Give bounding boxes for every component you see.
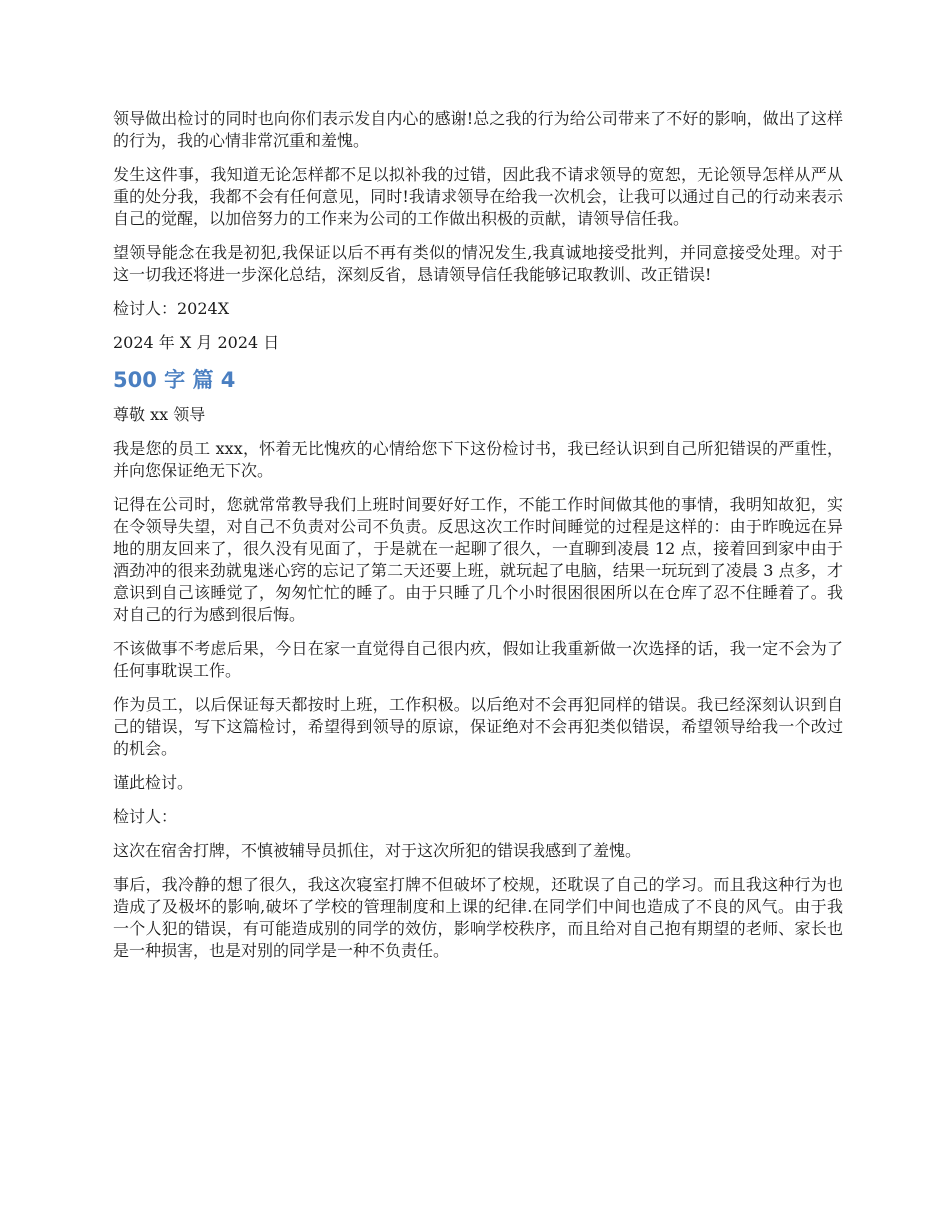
paragraph: 作为员工，以后保证每天都按时上班，工作积极。以后绝对不会再犯同样的错误。我已经深刻认识到自己的错误，写下这篇检讨，希望得到领导的原谅，保证绝对不会再犯类似错误，希望领导给我一个改过的机会。 bbox=[113, 695, 843, 758]
paragraph: 事后，我冷静的想了很久，我这次寝室打牌不但破坏了校规，还耽误了自己的学习。而且我这种行为也造成了及极坏的影响,破坏了学校的管理制度和上课的纪律.在同学们中间也造成了不良的风气。由于我一个人犯的错误，有可能造成别的同学的效仿，影响学校秩序，而且给对自己抱有期望的老师、家长也是一种损害，也是对别的同学是一种不负责任。 bbox=[113, 875, 843, 960]
signature-line: 检讨人：2024X bbox=[113, 299, 230, 318]
paragraph: 记得在公司时，您就常常教导我们上班时间要好好工作，不能工作时间做其他的事情，我明知故犯，实在令领导失望，对自己不负责对公司不负责。反思这次工作时间睡觉的过程是这样的：由于昨晚远在异地的朋友回来了，很久没有见面了，于是就在一起聊了很久，一直聊到凌晨 12 点，接着回到家中由于酒劲冲的很来劲就鬼迷心窍的忘记了第二天还要上班，就玩起了电脑，结果一玩玩到了凌晨 3 点多，才意识到自己该睡觉了，匆匆忙忙的睡了。由于只睡了几个小时很困很困所以在仓库了忍不住睡着了。我对自己的行为感到很后悔。 bbox=[113, 495, 843, 624]
closing-line: 谨此检讨。 bbox=[113, 773, 194, 792]
paragraph: 望领导能念在我是初犯,我保证以后不再有类似的情况发生,我真诚地接受批判，并同意接受处理。对于这一切我还将进一步深化总结，深刻反省，恳请领导信任我能够记取教训、改正错误! bbox=[113, 243, 843, 284]
salutation: 尊敬 xx 领导 bbox=[113, 405, 206, 424]
signature-line: 检讨人： bbox=[113, 807, 178, 826]
paragraph: 发生这件事，我知道无论怎样都不足以拟补我的过错，因此我不请求领导的宽恕，无论领导怎样从严从重的处分我，我都不会有任何意见，同时!我请求领导在给我一次机会，让我可以通过自己的行动来表示自己的觉醒，以加倍努力的工作来为公司的工作做出积极的贡献，请领导信任我。 bbox=[113, 165, 843, 228]
section-heading: 500 字 篇 4 bbox=[113, 368, 236, 392]
paragraph: 这次在宿舍打牌，不慎被辅导员抓住，对于这次所犯的错误我感到了羞愧。 bbox=[113, 841, 642, 860]
paragraph: 领导做出检讨的同时也向你们表示发自内心的感谢!总之我的行为给公司带来了不好的影响，做出了这样的行为，我的心情非常沉重和羞愧。 bbox=[113, 109, 843, 150]
date-line: 2024 年 X 月 2024 日 bbox=[113, 333, 280, 352]
document-page bbox=[113, 108, 843, 974]
paragraph: 我是您的员工 xxx，怀着无比愧疚的心情给您下下这份检讨书，我已经认识到自己所犯错误的严重性，并向您保证绝无下次。 bbox=[113, 439, 843, 480]
paragraph: 不该做事不考虑后果，今日在家一直觉得自己很内疚，假如让我重新做一次选择的话，我一定不会为了任何事耽误工作。 bbox=[113, 639, 843, 680]
